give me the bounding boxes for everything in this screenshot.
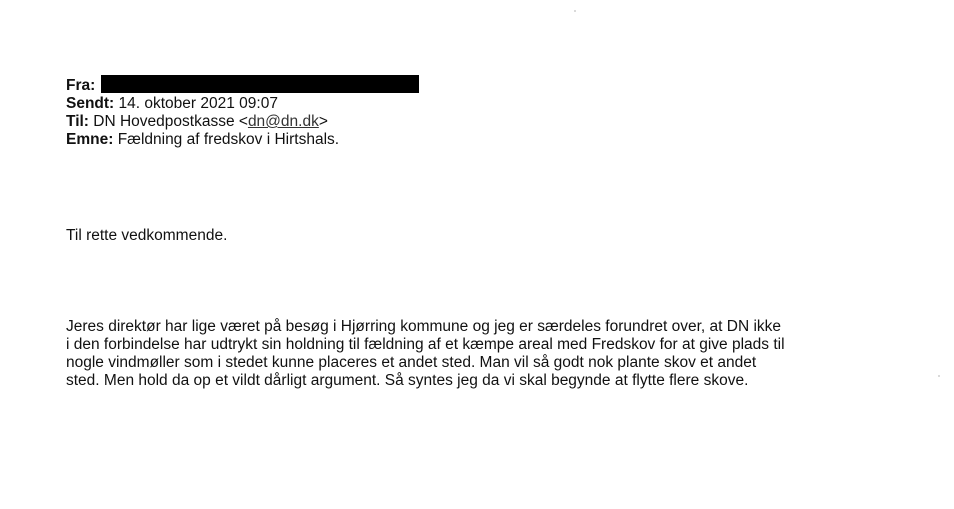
body-line: nogle vindmøller som i stedet kunne placeres et andet sted. Man vil så godt nok plante skov et andet [66,354,757,371]
from-line [66,75,419,95]
sent-value: 14. oktober 2021 09:07 [118,95,278,112]
sent-line [66,95,419,113]
email-body [66,318,926,390]
subject-value: Fældning af fredskov i Hirtshals. [117,131,340,148]
to-name: DN Hovedpostkasse < [93,113,248,130]
email-header [66,75,419,149]
greeting-text: Til rette vedkommende. [66,227,228,244]
body-line: Jeres direktør har lige været på besøg i Hjørring kommune og jeg er særdeles forundret over, at DN ikke [66,318,782,335]
body-line: sted. Men hold da op et vildt dårligt argument. Så syntes jeg da vi skal begynde at flytte flere skove. [66,372,749,389]
to-line [66,113,419,131]
sent-label: Sendt: [66,95,115,112]
body-line: i den forbindelse har udtrykt sin holdning til fældning af et kæmpe areal med Fredskov for at give plads til [66,336,785,353]
to-label: Til: [66,113,89,130]
subject-line [66,131,419,149]
from-label: Fra: [66,77,96,94]
subject-label: Emne: [66,131,114,148]
to-email-link[interactable]: dn@dn.dk [247,113,319,130]
redacted-sender [101,75,419,93]
scan-speck [574,10,576,12]
scan-speck [938,375,940,377]
to-close: > [318,113,328,130]
